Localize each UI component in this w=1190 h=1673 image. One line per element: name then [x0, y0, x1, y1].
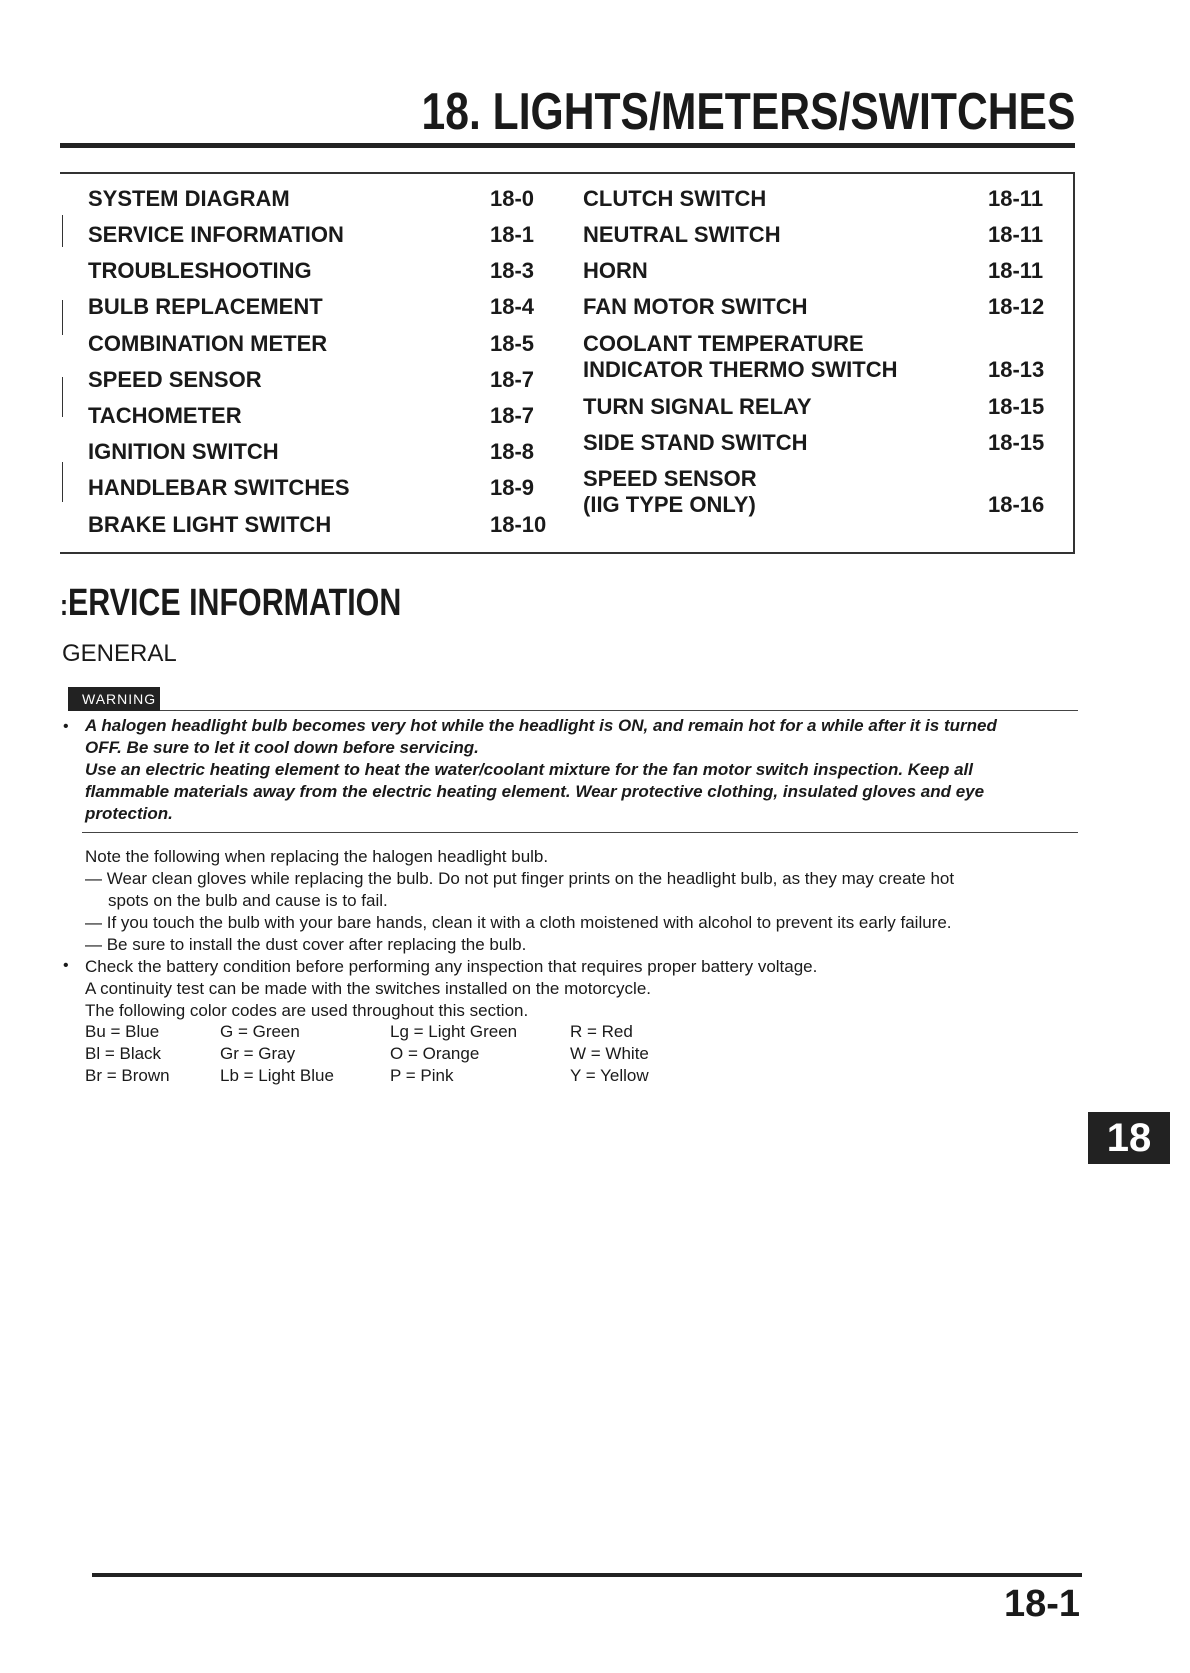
- toc-page: 18-3: [490, 258, 535, 283]
- toc-page: 18-11: [988, 186, 1044, 211]
- warning-badge: [68, 687, 160, 711]
- note-intro: Note the following when replacing the halogen headlight bulb.: [85, 847, 549, 866]
- warning-badge-label: WARNING: [82, 691, 157, 707]
- toc-page: 18-12: [988, 294, 1045, 319]
- warning-line: flammable materials away from the electric heating element. Wear protective clothing, insulated gloves and eye: [85, 782, 985, 801]
- toc-page: 18-4: [490, 294, 535, 319]
- toc-item[interactable]: HANDLEBAR SWITCHES: [88, 475, 350, 500]
- warning-top-rule: [160, 710, 1078, 711]
- toc-page: 18-7: [490, 367, 535, 392]
- toc-item-continued[interactable]: INDICATOR THERMO SWITCH: [583, 357, 898, 382]
- toc-page: 18-13: [988, 357, 1045, 382]
- margin-mark: [62, 377, 63, 417]
- toc-page: 18-16: [988, 492, 1045, 517]
- note-dash-continued: spots on the bulb and cause is to fail.: [108, 891, 388, 910]
- toc-item[interactable]: TROUBLESHOOTING: [88, 258, 312, 283]
- section-heading: :ERVICE INFORMATION: [60, 582, 402, 624]
- toc-item[interactable]: TURN SIGNAL RELAY: [583, 394, 812, 419]
- toc-page: 18-7: [490, 403, 535, 428]
- color-code: O = Orange: [390, 1044, 480, 1063]
- toc-item[interactable]: CLUTCH SWITCH: [583, 186, 767, 211]
- color-code: W = White: [570, 1044, 649, 1063]
- toc-item[interactable]: BULB REPLACEMENT: [88, 294, 323, 319]
- note-continuity: A continuity test can be made with the switches installed on the motorcycle.: [85, 979, 652, 998]
- toc-item[interactable]: SPEED SENSOR: [88, 367, 262, 392]
- note-dash: — Be sure to install the dust cover after replacing the bulb.: [85, 935, 527, 954]
- chapter-tab[interactable]: 18: [1088, 1112, 1170, 1164]
- toc-item[interactable]: IGNITION SWITCH: [88, 439, 279, 464]
- toc-page: 18-11: [988, 222, 1044, 247]
- color-code: P = Pink: [390, 1066, 454, 1085]
- warning-bottom-rule: [82, 832, 1078, 833]
- color-code: Bu = Blue: [85, 1022, 160, 1041]
- toc-item[interactable]: SERVICE INFORMATION: [88, 222, 344, 247]
- toc-item[interactable]: COMBINATION METER: [88, 331, 328, 356]
- color-code: Gr = Gray: [220, 1044, 296, 1063]
- warning-line: A halogen headlight bulb becomes very hot while the headlight is ON, and remain hot for a while after it is turned: [85, 716, 997, 735]
- bullet-icon: •: [63, 718, 69, 735]
- warning-line: Use an electric heating element to heat the water/coolant mixture for the fan motor switch inspection. Keep all: [85, 760, 973, 779]
- toc-item-continued[interactable]: (IIG TYPE ONLY): [583, 492, 756, 517]
- toc-item[interactable]: BRAKE LIGHT SWITCH: [88, 512, 332, 537]
- chapter-title: 18. LIGHTS/METERS/SWITCHES: [421, 83, 1075, 141]
- color-code: Y = Yellow: [570, 1066, 649, 1085]
- toc-item[interactable]: NEUTRAL SWITCH: [583, 222, 781, 247]
- note-dash: — If you touch the bulb with your bare hands, clean it with a cloth moistened with alcohol to prevent its early failure.: [85, 913, 952, 932]
- toc-page: 18-9: [490, 475, 535, 500]
- toc-item[interactable]: HORN: [583, 258, 648, 283]
- toc-item[interactable]: FAN MOTOR SWITCH: [583, 294, 808, 319]
- color-code: Lb = Light Blue: [220, 1066, 334, 1085]
- color-code: Lg = Light Green: [390, 1022, 518, 1041]
- toc-page: 18-15: [988, 394, 1045, 419]
- page-number: 18-1: [1003, 1583, 1080, 1625]
- margin-mark: [62, 462, 63, 502]
- toc-item[interactable]: SYSTEM DIAGRAM: [88, 186, 290, 211]
- toc-page: 18-10: [490, 512, 547, 537]
- toc-item[interactable]: COOLANT TEMPERATURE: [583, 331, 864, 356]
- title-divider: [60, 143, 1075, 148]
- margin-mark: [62, 215, 63, 247]
- warning-line: OFF. Be sure to let it cool down before servicing.: [85, 738, 479, 757]
- toc-page: 18-0: [490, 186, 535, 211]
- warning-line: protection.: [85, 804, 173, 823]
- toc-page: 18-5: [490, 331, 535, 356]
- toc-page: 18-1: [490, 222, 535, 247]
- toc-item[interactable]: TACHOMETER: [88, 403, 242, 428]
- color-code: G = Green: [220, 1022, 300, 1041]
- footer-rule: [92, 1573, 1082, 1577]
- toc-item[interactable]: SIDE STAND SWITCH: [583, 430, 808, 455]
- bullet-icon: •: [63, 957, 69, 974]
- color-code: R = Red: [570, 1022, 633, 1041]
- toc-page: 18-11: [988, 258, 1044, 283]
- toc-page: 18-15: [988, 430, 1045, 455]
- color-code: Br = Brown: [85, 1066, 170, 1085]
- subsection-heading: GENERAL: [62, 640, 177, 667]
- note-dash: — Wear clean gloves while replacing the bulb. Do not put finger prints on the headlight bulb, as they may create hot: [85, 869, 955, 888]
- toc-item[interactable]: SPEED SENSOR: [583, 466, 757, 491]
- note-check: Check the battery condition before performing any inspection that requires proper battery voltage.: [85, 957, 818, 976]
- color-code: Bl = Black: [85, 1044, 162, 1063]
- margin-mark: [62, 300, 63, 335]
- note-codes-intro: The following color codes are used throughout this section.: [85, 1001, 529, 1020]
- toc-page: 18-8: [490, 439, 535, 464]
